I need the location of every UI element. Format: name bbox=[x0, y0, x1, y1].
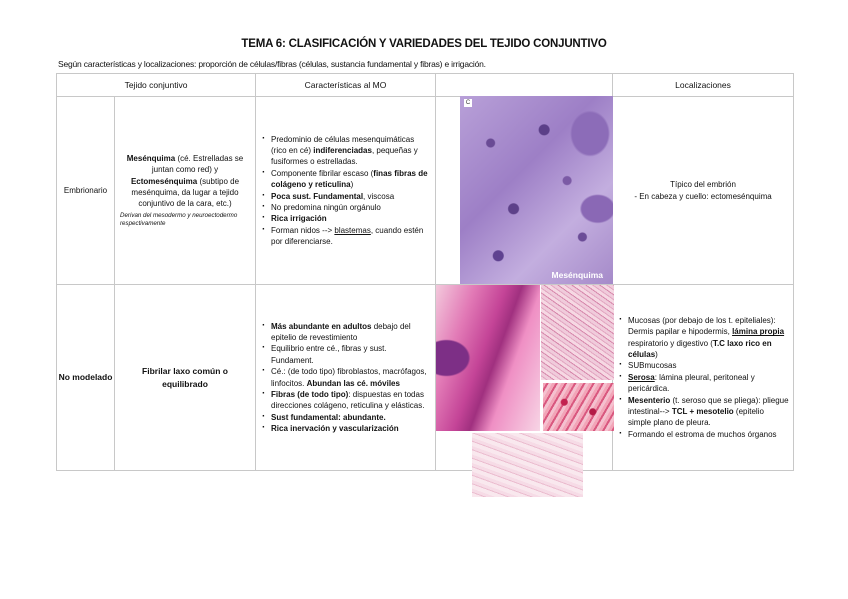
location-bold: Mesenterio bbox=[628, 395, 671, 405]
skin-micrograph bbox=[436, 285, 540, 431]
features-cell bbox=[256, 97, 436, 285]
locations-cell bbox=[613, 285, 794, 471]
list-item: · Sust fundamental: abundante. bbox=[262, 412, 431, 423]
feature-text: , viscosa bbox=[363, 191, 395, 201]
feature-text: , cuando estén por diferenciarse. bbox=[271, 225, 424, 246]
feature-bold: Más abundante en adultos bbox=[271, 321, 372, 331]
feature-text: , pequeñas y fusiformes o estrelladas. bbox=[271, 146, 418, 167]
list-item bbox=[262, 366, 431, 389]
loose-tissue-micrograph bbox=[543, 383, 614, 431]
table-row bbox=[57, 285, 794, 471]
feature-underlined: blastemas bbox=[334, 225, 371, 235]
micrograph-cell bbox=[436, 285, 613, 471]
list-item bbox=[262, 321, 431, 344]
location-text: ) bbox=[655, 350, 658, 360]
ectomesenquima-term: Ectomesénquima bbox=[130, 176, 198, 186]
list-item: · SUBmucosas bbox=[619, 360, 789, 371]
list-item: · No predomina ningún orgánulo bbox=[262, 202, 431, 213]
list-item: · Rica inervación y vascularización bbox=[262, 423, 431, 434]
loose-tissue-micrograph bbox=[541, 285, 614, 380]
feature-text: ) bbox=[350, 180, 354, 190]
list-item bbox=[262, 191, 431, 202]
feature-bold: Abundan las cé. móviles bbox=[306, 378, 400, 388]
location-line: Típico del embrión bbox=[670, 180, 736, 190]
list-item: · Formando el estroma de muchos órganos bbox=[619, 429, 789, 440]
row-type-cell: No modelado bbox=[57, 285, 115, 471]
table-row bbox=[57, 97, 794, 285]
header-localizaciones: Localizaciones bbox=[613, 74, 794, 97]
location-text: (t. seroso que se pliega): pliegue intestinal--> bbox=[628, 395, 789, 416]
mesenquima-desc: (cé. Estrelladas se juntan como red) y bbox=[151, 154, 244, 175]
header-row bbox=[57, 74, 794, 97]
location-text: (epitelio simple plano de pleura. bbox=[628, 406, 764, 428]
micrograph-cell bbox=[436, 97, 613, 285]
micrograph-corner-label: C bbox=[465, 100, 471, 106]
header-tejido: Tejido conjuntivo bbox=[57, 74, 256, 97]
origin-note: Derivan del mesodermo y neuroectodermo respectivamente bbox=[120, 211, 238, 227]
feature-text: : dispuestas en todas direcciones colágeno, reticulina y elásticas. bbox=[271, 389, 425, 411]
list-item bbox=[619, 315, 789, 360]
location-bold: Serosa bbox=[628, 372, 655, 382]
list-item bbox=[619, 372, 789, 395]
features-cell bbox=[256, 285, 436, 471]
intro-text: Según características y localizaciones: proporción de células/fibras (células, sustancia fundamental y fibras) e irrigación. bbox=[58, 59, 486, 69]
location-bold: TCL + mesotelio bbox=[671, 406, 734, 416]
list-item bbox=[262, 134, 431, 168]
list-item bbox=[262, 168, 431, 191]
location-text: : lámina pleural, peritoneal y pericárdica. bbox=[628, 372, 755, 394]
loose-tissue-micrograph bbox=[472, 433, 583, 497]
mesenquima-term: Mesénquima bbox=[126, 154, 176, 164]
feature-text: Cé.: (de todo tipo) fibroblastos, macrófagos, linfocitos. bbox=[271, 367, 427, 388]
feature-text: debajo del epitelio de revestimiento bbox=[271, 321, 411, 343]
header-caracteristicas: Características al MO bbox=[256, 74, 436, 97]
feature-bold: Fibras (de todo tipo) bbox=[271, 389, 349, 399]
tissue-name-cell bbox=[115, 97, 256, 285]
mesenquima-micrograph bbox=[460, 96, 613, 284]
list-item bbox=[619, 395, 789, 429]
feature-bold: indiferenciadas bbox=[313, 146, 372, 156]
ectomesenquima-desc: (subtipo de mesénquima, da lugar a tejido conjuntivo de la cara, etc.) bbox=[131, 176, 240, 209]
location-text: Mucosas (por debajo de los t. epiteliales): Dermis papilar e hipodermis, bbox=[628, 316, 776, 337]
feature-text: Forman nidos --> bbox=[271, 225, 335, 235]
feature-bold: finas fibras de colágeno y reticulina bbox=[271, 168, 428, 190]
location-bold: lámina propia bbox=[732, 327, 785, 337]
list-item bbox=[262, 225, 431, 248]
locations-cell bbox=[613, 97, 794, 285]
locations-list bbox=[613, 315, 793, 440]
location-text: respiratorio y digestivo ( bbox=[628, 338, 713, 348]
location-line: - En cabeza y cuello: ectomesénquima bbox=[634, 191, 772, 201]
page-title: TEMA 6: CLASIFICACIÓN Y VARIEDADES DEL TEJIDO CONJUNTIVO bbox=[241, 38, 607, 50]
row-type-cell: Embrionario bbox=[57, 97, 115, 285]
header-image bbox=[436, 74, 613, 97]
location-bold: T.C laxo rico en células bbox=[628, 338, 772, 360]
feature-text: Componente fibrilar escaso ( bbox=[271, 168, 374, 178]
feature-bold: Poca sust. Fundamental bbox=[271, 191, 364, 201]
list-item: · Equilibrio entre cé., fibras y sust. Fundament. bbox=[262, 343, 431, 366]
tissue-name-cell: Fibrilar laxo común o equilibrado bbox=[115, 285, 256, 471]
classification-table bbox=[56, 73, 794, 471]
features-list bbox=[256, 321, 435, 435]
micrograph-caption: Mesénquima bbox=[551, 269, 604, 280]
features-list bbox=[256, 134, 435, 248]
list-item bbox=[262, 389, 431, 412]
feature-text: Predominio de células mesenquimáticas (rico en cé) bbox=[271, 134, 415, 156]
list-item: · Rica irrigación bbox=[262, 213, 431, 224]
